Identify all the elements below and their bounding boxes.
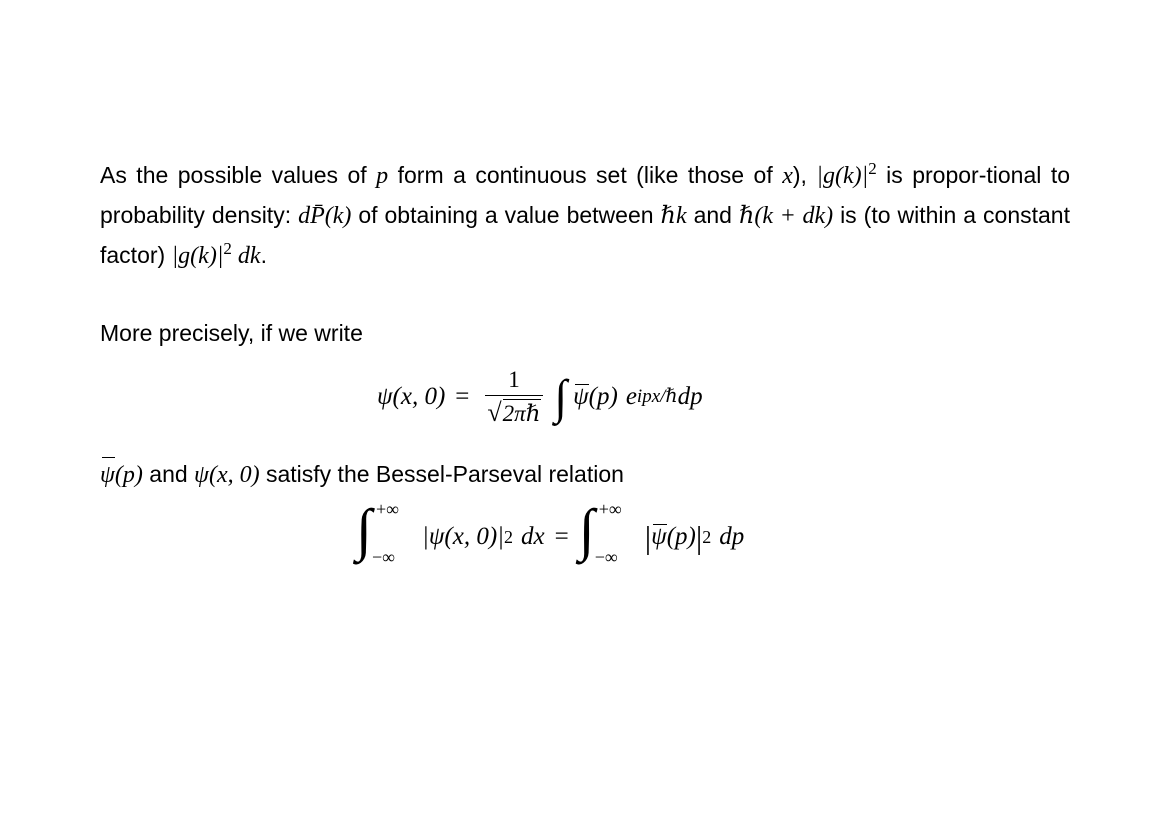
integral-lower-limit: −∞ [372, 547, 395, 567]
math-p: p [376, 163, 389, 189]
definite-integral-left [356, 497, 422, 577]
math-dP-k: dP̄(k) [298, 203, 352, 229]
text-run: is (to within a constant factor) [100, 202, 1070, 268]
math-psi-x-0: ψ(x, 0) [194, 462, 260, 488]
math-g-k-abs: |g(k)| [171, 243, 224, 269]
equation-row: ∫ +∞ −∞ |ψ(x, 0)| 2 dx = ∫ +∞ −∞ | ψ (p) | 2 dp [356, 497, 744, 577]
text-run: form a continuous set (like those of [388, 162, 783, 188]
integral-upper-limit: +∞ [376, 499, 399, 519]
equation-fourier-transform [100, 357, 1070, 437]
paragraph-bessel-parseval [100, 455, 1070, 495]
text-run: . [260, 242, 267, 268]
integral-sign: ∫ [554, 369, 568, 424]
math-exp-e: e [625, 383, 637, 410]
math-psi-bar: ψ [573, 383, 589, 410]
paragraph-probability-density [100, 156, 1070, 276]
math-dp: dp [677, 383, 703, 410]
math-psi-x-0: ψ(x, 0) [377, 383, 446, 410]
integral-upper-limit: +∞ [598, 499, 622, 519]
abs-close: | [695, 519, 703, 555]
text-run: As the possible values of [100, 162, 377, 188]
math-g-k-abs: |g(k)| [816, 163, 869, 189]
fraction-numerator: 1 [508, 366, 520, 392]
integral-sign: ∫ [578, 497, 595, 562]
math-arg-p: (p) [114, 462, 143, 488]
math-dk: dk [231, 243, 261, 269]
abs-open: | [644, 519, 652, 555]
math-psi-bar: ψ [651, 523, 667, 550]
text-run: and [142, 461, 195, 487]
integral-sign: ∫ [356, 497, 372, 562]
math-hbar-k: ℏk [660, 203, 687, 229]
text-run: of obtaining a value between [351, 202, 661, 228]
definite-integral-right [579, 497, 645, 577]
fraction [485, 367, 542, 428]
equation-row: ψ(x, 0) = 1 √ 2πℏ ∫ ψ (p) e ipx/ℏ dp [377, 366, 703, 427]
paragraph-more-precisely [100, 314, 1070, 353]
math-exponent: 2 [223, 239, 232, 258]
math-dp: dp [719, 523, 745, 550]
text-run: satisfy the Bessel-Parseval relation [259, 461, 624, 487]
text-run: is propor-tional to probability density: [100, 162, 1070, 228]
equals-sign: = [554, 523, 569, 550]
sqrt-symbol: √ [487, 397, 502, 427]
math-arg-p: (p) [588, 383, 618, 410]
integral-lower-limit: −∞ [594, 547, 618, 567]
equation-bessel-parseval [100, 497, 1070, 587]
math-exponent: 2 [868, 159, 877, 178]
math-arg-p: (p) [666, 523, 696, 550]
math-dx: dx [521, 523, 545, 550]
equals-sign: = [455, 383, 470, 410]
math-2-pi-hbar: 2πℏ [502, 400, 541, 426]
fraction-denominator [485, 395, 542, 428]
math-hbar-k-plus-dk: ℏ(k + dk) [738, 203, 834, 229]
math-abs-psi-x-0: |ψ(x, 0)| [422, 523, 505, 550]
math-psi-bar: ψ [100, 456, 115, 495]
text-run: More precisely, if we write [100, 320, 363, 346]
text-run: and [686, 202, 739, 228]
text-run: ), [792, 162, 817, 188]
document-page [100, 156, 1070, 587]
math-x: x [782, 163, 793, 189]
